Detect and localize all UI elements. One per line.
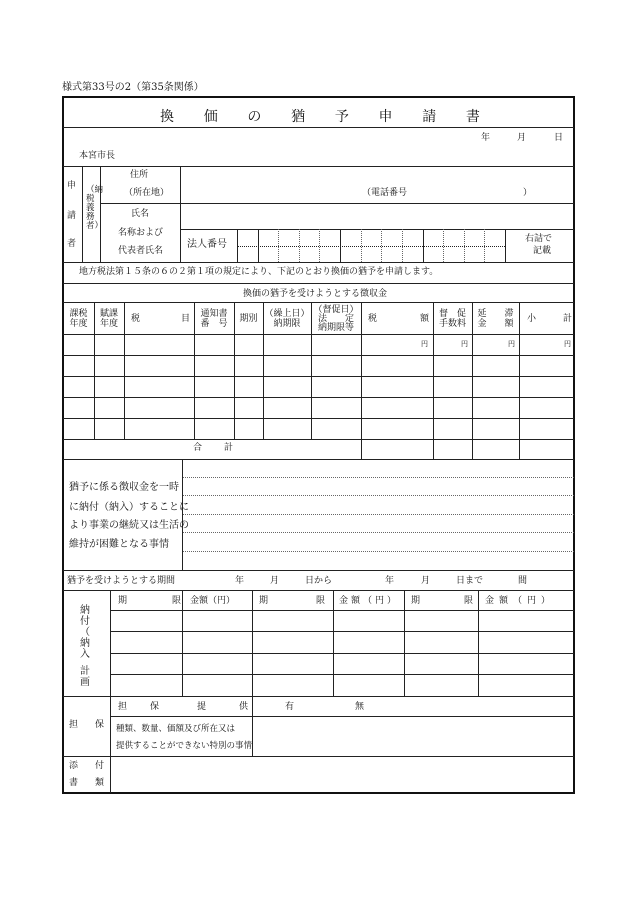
col-tax-item: 税 <box>131 314 141 324</box>
payment-plan-cell[interactable] <box>406 612 477 630</box>
payment-plan-cell[interactable] <box>335 633 403 652</box>
payment-plan-cell[interactable] <box>480 676 573 695</box>
statement: 地方税法第１５条の６の２第１項の規定により、下記のとおり換価の猶予を申請します。 <box>79 267 439 277</box>
tax-table-cell[interactable] <box>196 357 233 375</box>
payment-plan-cell[interactable] <box>254 676 332 695</box>
collateral-offer-label: 保 <box>150 702 160 712</box>
divider <box>110 631 574 632</box>
plan-col-due: 期 <box>118 596 128 606</box>
tax-table-cell[interactable] <box>126 399 193 417</box>
plan-col-due: 期 <box>259 596 269 606</box>
divider <box>505 229 506 262</box>
payment-plan-cell[interactable] <box>112 612 181 630</box>
payment-plan-cell[interactable] <box>254 633 332 652</box>
tax-table-cell[interactable] <box>363 420 432 438</box>
total-label: 合 <box>193 443 203 453</box>
form-number: 様式第33号の2（第35条関係） <box>62 82 204 93</box>
col-late-fee: 金 額 <box>477 319 514 329</box>
tax-table-cell[interactable] <box>363 378 432 396</box>
tax-table-cell[interactable] <box>265 336 310 354</box>
tax-table-cell[interactable] <box>196 420 233 438</box>
date-month: 月 <box>517 133 527 143</box>
col-tax-amount: 額 <box>420 314 430 324</box>
col-notice-number: 通知書 <box>200 309 228 319</box>
tax-table-cell[interactable] <box>65 420 93 438</box>
divider <box>63 570 574 571</box>
hardship-label: 維持が困難となる事情 <box>69 539 169 550</box>
representative-label: 代表者氏名 <box>118 246 164 256</box>
col-statutory: 納期限等 <box>317 323 354 333</box>
corporate-number-label: 法人番号 <box>187 239 227 250</box>
attachments-label: 付 <box>95 761 105 771</box>
collateral-details-field[interactable] <box>254 718 572 754</box>
tax-table-cell[interactable] <box>435 399 471 417</box>
title-char: 請 <box>422 109 437 125</box>
payment-plan-cell[interactable] <box>254 655 332 673</box>
address-label: 住所 <box>130 170 149 180</box>
divider <box>110 610 574 611</box>
divider <box>110 716 574 717</box>
collateral-no-option[interactable]: 無 <box>355 702 365 712</box>
tax-table-cell[interactable] <box>363 357 432 375</box>
total-amount-field[interactable] <box>362 440 573 458</box>
date-field[interactable] <box>440 130 570 144</box>
tax-table-cell[interactable] <box>96 357 123 375</box>
right-align-note: 右詰で <box>525 234 553 244</box>
col-tax-item: 目 <box>181 314 191 324</box>
divider <box>63 418 574 419</box>
payment-plan-cell[interactable] <box>184 612 251 630</box>
col-subtotal: 小 <box>527 314 537 324</box>
divider <box>110 674 574 675</box>
period-label: 猶予を受けようとする期間 <box>67 576 176 586</box>
payment-plan-cell[interactable] <box>480 633 573 652</box>
plan-col-due: 限 <box>172 596 182 606</box>
payment-plan-cell[interactable] <box>406 633 477 652</box>
payment-plan-side-label: 納 付 （ 納 入 計 画 <box>80 605 90 688</box>
tax-table-cell[interactable] <box>196 378 233 396</box>
divider <box>124 302 125 439</box>
date-year: 年 <box>481 133 491 143</box>
tax-table-cell[interactable] <box>126 357 193 375</box>
divider <box>100 203 574 204</box>
title-char: 予 <box>334 109 349 125</box>
col-notice-number: 番 号 <box>200 319 228 329</box>
deferral-period-field[interactable] <box>184 572 572 588</box>
tax-table-cell[interactable] <box>313 336 360 354</box>
addressee: 本宮市長 <box>79 151 116 161</box>
tax-table-cell[interactable] <box>236 399 262 417</box>
tax-table-cell[interactable] <box>236 378 262 396</box>
payment-plan-cell[interactable] <box>480 612 573 630</box>
tax-table-cell[interactable] <box>313 399 360 417</box>
divider <box>478 590 479 696</box>
attachments-label: 添 <box>69 761 79 771</box>
payment-plan-cell[interactable] <box>112 633 181 652</box>
col-statutory: 法 定 <box>317 314 354 324</box>
tax-table-cell[interactable] <box>65 399 93 417</box>
attachments-field[interactable] <box>112 758 572 791</box>
payment-plan-cell[interactable] <box>335 655 403 673</box>
tax-table-cell[interactable] <box>435 357 471 375</box>
col-subtotal: 計 <box>563 314 573 324</box>
divider <box>94 302 95 439</box>
tax-table-cell[interactable] <box>265 378 310 396</box>
attachments-label: 書 <box>69 778 79 788</box>
right-align-note: 記載 <box>533 246 552 256</box>
divider <box>234 302 235 439</box>
tax-table-cell[interactable] <box>435 336 471 354</box>
hardship-label: より事業の継続又は生活の <box>69 520 189 531</box>
tax-table-cell[interactable] <box>363 336 432 354</box>
tax-table-cell[interactable] <box>236 357 262 375</box>
corporate-number-midline <box>237 246 505 247</box>
period-text: 間 <box>518 576 528 586</box>
address-sub-label: （所在地） <box>124 188 170 198</box>
divider <box>263 302 264 439</box>
col-deadline: 納期限 <box>273 319 301 329</box>
tax-table-cell[interactable] <box>313 357 360 375</box>
plan-col-due: 限 <box>464 596 474 606</box>
unit-yen: 円 <box>421 340 428 348</box>
title-char: 書 <box>465 109 480 125</box>
tax-table-cell[interactable] <box>96 399 123 417</box>
plan-col-due: 期 <box>411 596 421 606</box>
tax-table-cell[interactable] <box>236 336 262 354</box>
tax-table-cell[interactable] <box>265 420 310 438</box>
name-label: 氏名 <box>131 209 150 219</box>
divider <box>361 302 362 459</box>
phone-label: （電話番号 <box>362 188 408 198</box>
period-text: 日から <box>305 576 333 586</box>
payment-plan-cell[interactable] <box>184 676 251 695</box>
divider <box>404 590 405 696</box>
title-char: の <box>247 109 262 125</box>
tax-table-cell[interactable] <box>265 357 310 375</box>
divider <box>63 459 574 460</box>
divider <box>63 696 574 697</box>
divider <box>180 166 181 262</box>
tax-table-cell[interactable] <box>96 336 123 354</box>
date-day: 日 <box>554 133 564 143</box>
tax-table-cell[interactable] <box>521 420 573 438</box>
payment-plan-cell[interactable] <box>406 676 477 695</box>
collateral-yes-option[interactable]: 有 <box>285 702 295 712</box>
form-title <box>160 106 480 126</box>
collateral-offer-label: 担 <box>118 702 128 712</box>
divider <box>333 590 334 696</box>
payment-plan-cell[interactable] <box>112 655 181 673</box>
divider <box>63 590 574 591</box>
divider <box>252 590 253 696</box>
company-label: 名称および <box>118 228 164 238</box>
collateral-label: 担 <box>69 720 79 730</box>
hardship-details-field[interactable] <box>184 461 572 568</box>
tax-table-cell[interactable] <box>474 336 518 354</box>
divider <box>194 302 195 439</box>
payment-plan-cell[interactable] <box>184 655 251 673</box>
col-levy-year: 年度 <box>99 319 118 329</box>
tax-table-cell[interactable] <box>265 399 310 417</box>
collateral-offer-label: 供 <box>239 702 249 712</box>
title-char: 猶 <box>291 109 306 125</box>
applicant-side-label: 者 <box>67 239 77 249</box>
tax-table-cell[interactable] <box>363 399 432 417</box>
tax-table-cell[interactable] <box>126 420 193 438</box>
hardship-label: 猶予に係る徴収金を一時 <box>69 482 179 493</box>
divider <box>110 590 111 756</box>
col-fee: 督 促 <box>438 309 466 319</box>
tax-table-cell[interactable] <box>65 378 93 396</box>
payment-plan-cell[interactable] <box>335 612 403 630</box>
divider <box>63 355 574 356</box>
attachments-label: 類 <box>95 778 105 788</box>
period-text: 年 <box>235 576 245 586</box>
tax-table-cell[interactable] <box>435 378 471 396</box>
divider <box>252 696 253 756</box>
title-char: 価 <box>203 109 218 125</box>
title-char: 申 <box>378 109 393 125</box>
divider <box>63 283 574 284</box>
col-period: 期別 <box>239 314 258 324</box>
payment-plan-cell[interactable] <box>184 633 251 652</box>
payment-plan-cell[interactable] <box>112 676 181 695</box>
collateral-reason-label: 種類、数量、価額及び所在又は <box>116 724 236 734</box>
tax-table-cell[interactable] <box>521 399 573 417</box>
divider <box>311 302 312 439</box>
divider <box>519 302 520 459</box>
divider <box>82 166 83 262</box>
col-tax-amount: 税 <box>368 314 378 324</box>
col-tax-year: 課税 <box>69 309 88 319</box>
tax-table-cell[interactable] <box>96 420 123 438</box>
collateral-reason-label: 提供することができない特別の事情 <box>116 741 253 751</box>
col-late-fee: 延 滞 <box>477 309 514 319</box>
plan-col-due: 限 <box>316 596 326 606</box>
divider <box>63 127 574 128</box>
tax-table-cell[interactable] <box>435 420 471 438</box>
tax-table-cell[interactable] <box>474 357 518 375</box>
collateral-label: 保 <box>95 720 105 730</box>
divider <box>433 302 434 459</box>
tax-table-cell[interactable] <box>65 336 93 354</box>
phone-close: ） <box>523 188 533 198</box>
col-statutory: （督促日） <box>313 305 359 315</box>
divider <box>63 376 574 377</box>
divider <box>472 302 473 459</box>
plan-col-amount: 金額（円） <box>485 596 556 606</box>
tax-section-heading: 換価の猶予を受けようとする徴収金 <box>242 289 387 299</box>
title-char: 換 <box>160 109 174 125</box>
divider <box>63 756 574 757</box>
collateral-offer-label: 提 <box>197 702 207 712</box>
tax-table-cell[interactable] <box>126 336 193 354</box>
divider <box>63 166 574 167</box>
payment-plan-cell[interactable] <box>480 655 573 673</box>
applicant-side-label: 請 <box>67 211 77 221</box>
col-deadline: （繰上日） <box>264 309 310 319</box>
col-tax-year: 年度 <box>69 319 88 329</box>
col-fee: 手数料 <box>438 319 466 329</box>
divider <box>110 653 574 654</box>
taxpayer-sub-label: （納税義務者） <box>86 185 104 231</box>
unit-yen: 円 <box>461 340 468 348</box>
tax-table-cell[interactable] <box>474 420 518 438</box>
period-text: 月 <box>270 576 280 586</box>
payment-plan-cell[interactable] <box>335 676 403 695</box>
plan-col-amount: 金額（円） <box>190 596 236 606</box>
tax-table-cell[interactable] <box>126 378 193 396</box>
plan-col-amount: 金額（円） <box>339 596 400 606</box>
tax-table-cell[interactable] <box>236 420 262 438</box>
tax-table-cell[interactable] <box>474 378 518 396</box>
name-field[interactable] <box>182 205 572 227</box>
payment-plan-cell[interactable] <box>406 655 477 673</box>
tax-table-cell[interactable] <box>65 357 93 375</box>
tax-table-cell[interactable] <box>196 399 233 417</box>
tax-table-cell[interactable] <box>474 399 518 417</box>
divider <box>63 397 574 398</box>
total-label: 計 <box>224 443 234 453</box>
period-text: 日まで <box>456 576 484 586</box>
hardship-label: に納付（納入）することに <box>69 502 189 513</box>
divider <box>63 334 574 335</box>
tax-table-cell[interactable] <box>313 420 360 438</box>
period-text: 月 <box>421 576 431 586</box>
divider <box>182 590 183 696</box>
tax-table-cell[interactable] <box>521 357 573 375</box>
divider <box>63 262 574 263</box>
tax-table-cell[interactable] <box>96 378 123 396</box>
col-levy-year: 賦課 <box>99 309 118 319</box>
period-text: 年 <box>385 576 395 586</box>
divider <box>63 302 574 303</box>
divider <box>100 166 101 262</box>
applicant-side-label: 申 <box>67 181 77 191</box>
payment-plan-cell[interactable] <box>254 612 332 630</box>
tax-table-cell[interactable] <box>313 378 360 396</box>
tax-table-cell[interactable] <box>521 336 573 354</box>
tax-table-cell[interactable] <box>196 336 233 354</box>
divider <box>110 756 111 793</box>
tax-table-cell[interactable] <box>521 378 573 396</box>
unit-yen: 円 <box>564 340 571 348</box>
unit-yen: 円 <box>508 340 515 348</box>
